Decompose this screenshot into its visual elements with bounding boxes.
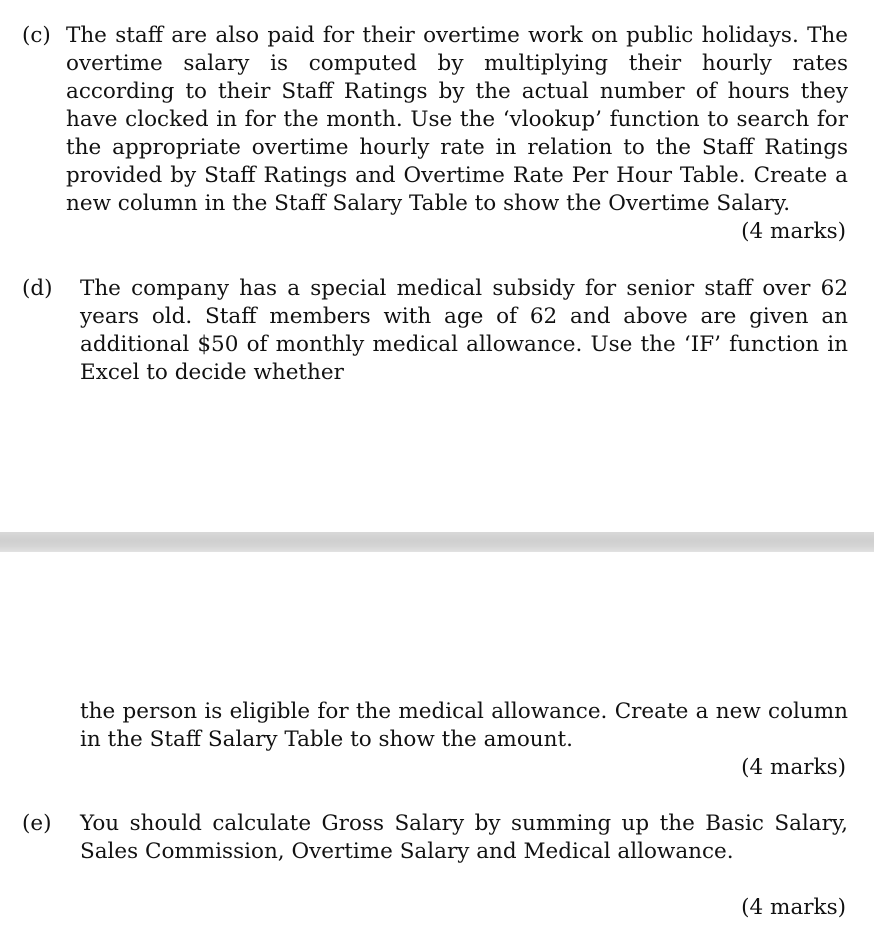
question-e: [22, 810, 848, 870]
question-d-continued: [80, 698, 848, 758]
question-c-marks: (4 marks): [741, 219, 846, 244]
question-e-text: You should calculate Gross Salary by summing up the Basic Salary, Sales Commission, Overtime Salary and Medical allowance.: [80, 811, 848, 864]
question-e-marks: (4 marks): [741, 895, 846, 920]
question-d-text-part1: The company has a special medical subsidy for senior staff over 62 years old. Staff members with age of 62 and above are given an additional $50 of monthly medical allowance. Use the ‘IF’ function in Excel to decide whether: [80, 276, 848, 385]
question-e-label: (e): [22, 811, 52, 836]
question-d-text-part2: the person is eligible for the medical allowance. Create a new column in the Staff Salary Table to show the amount.: [80, 699, 848, 752]
question-c: [22, 22, 848, 218]
page-break-divider: [0, 532, 874, 552]
question-d-marks: (4 marks): [741, 755, 846, 780]
question-d-label: (d): [22, 276, 53, 301]
question-c-label: (c): [22, 23, 51, 48]
document-page-bottom: [0, 552, 874, 940]
question-c-text: The staff are also paid for their overtime work on public holidays. The overtime salary is computed by multiplying their hourly rates according to their Staff Ratings by the actual number of hours they have clocked in for the month. Use the ‘vlookup’ function to search for the appropriate overtime hourly rate in relation to the Staff Ratings provided by Staff Ratings and Overtime Rate Per Hour Table. Create a new column in the Staff Salary Table to show the Overtime Salary.: [66, 23, 848, 216]
question-d: [22, 275, 848, 385]
